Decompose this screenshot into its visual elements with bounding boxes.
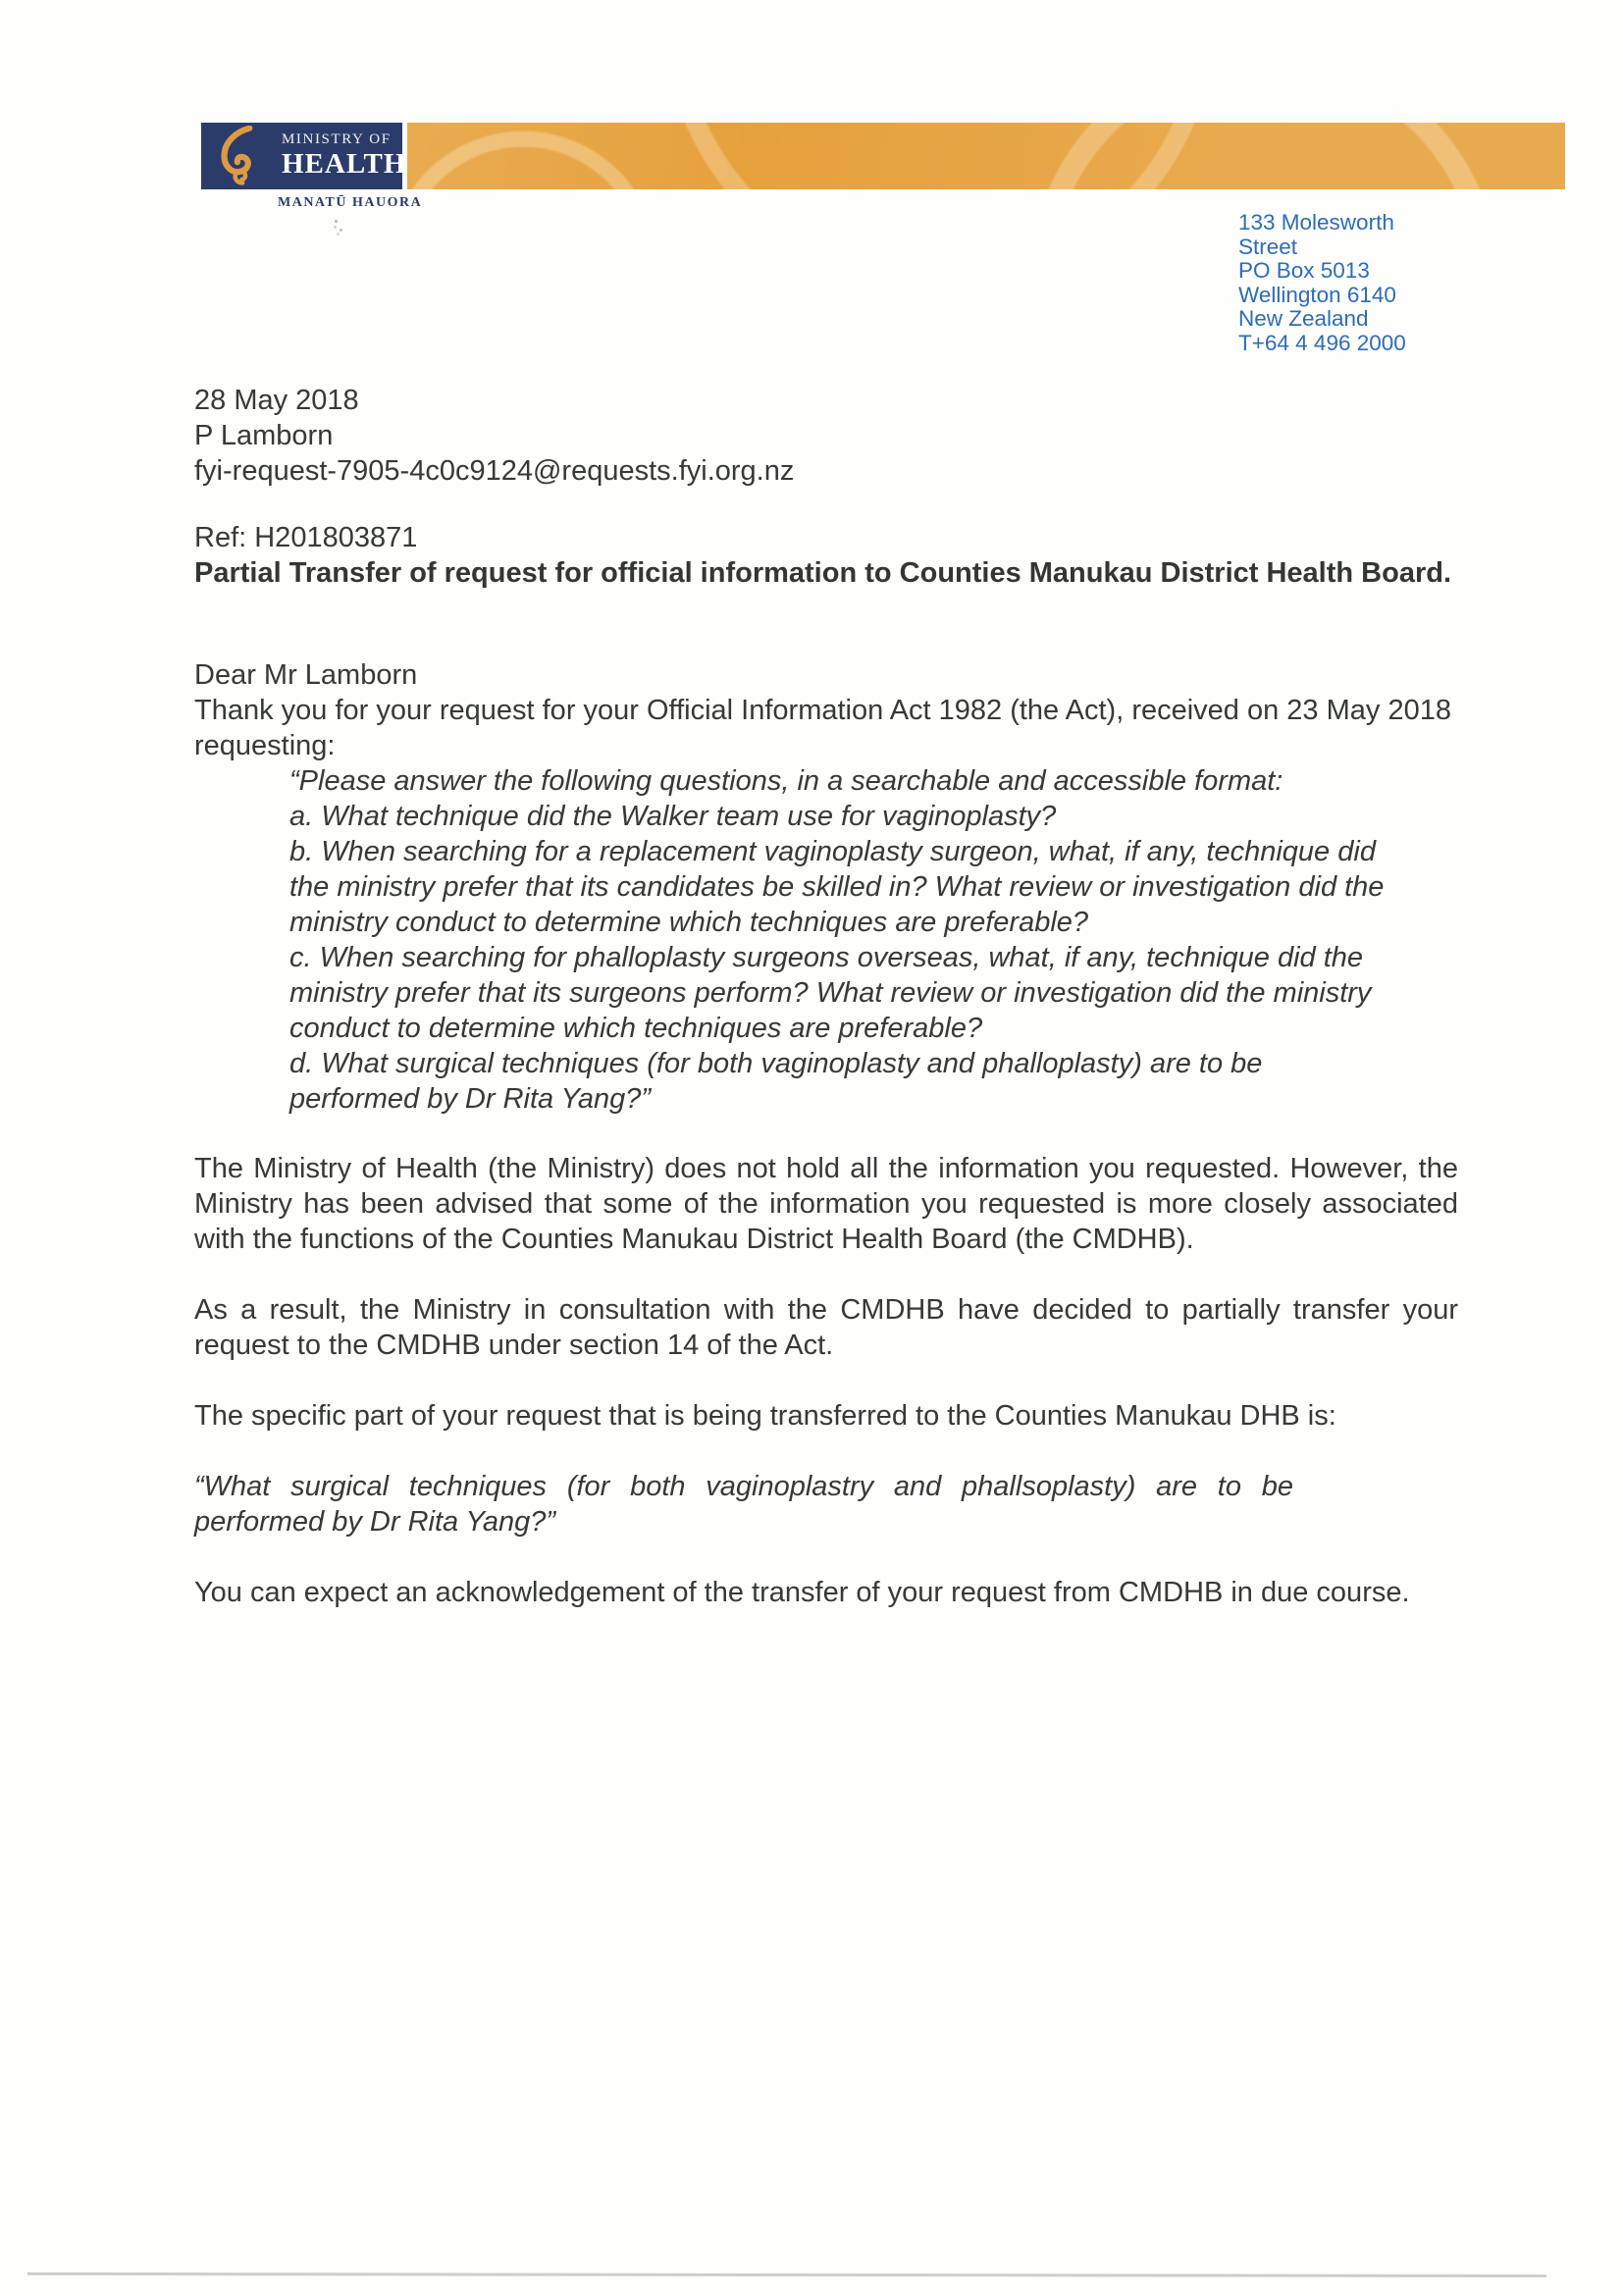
address-line: Street <box>1238 234 1298 259</box>
quote-item-b: b. When searching for a replacement vaginoplasty surgeon, what, if any, technique did the ministry prefer that its candidates be skilled in? What review or investigation did the ministry conduct to determine which techniques are preferable? <box>289 836 1385 938</box>
koru-icon <box>209 126 264 186</box>
body-paragraph-1: The Ministry of Health (the Ministry) does not hold all the information you requested. However, the Ministry has been advised that some of the information you requested is more closely associated with the functions of the Counties Manukau District Health Board (the CMDHB). <box>194 1153 1458 1255</box>
logo-title-line2: HEALTH <box>282 148 407 180</box>
recipient-block <box>194 418 1458 489</box>
address-line: 133 Molesworth <box>1238 210 1394 235</box>
address-line: New Zealand <box>1238 306 1369 332</box>
address-line: Wellington 6140 <box>1238 282 1396 307</box>
quoted-transfer-text: “What surgical techniques (for both vaginoplastry and phallsoplasty) are to be performed by Dr Rita Yang?” <box>194 1471 1293 1538</box>
quote-item-d: d. What surgical techniques (for both vaginoplasty and phalloplasty) are to be performed by Dr Rita Yang?” <box>289 1048 1263 1115</box>
quote-item-c: c. When searching for phalloplasty surgeons overseas, what, if any, technique did the ministry prefer that its surgeons perform? What review or investigation did the ministry conduct to determine which techniques are preferable? <box>289 942 1372 1044</box>
address-line: PO Box 5013 <box>1238 258 1370 284</box>
letter-body <box>194 383 1458 1610</box>
quote-intro-line: “Please answer the following questions, in a searchable and accessible format: <box>289 765 1283 797</box>
quoted-request-block <box>289 763 1388 1117</box>
recipient-email: fyi-request-7905-4c0c9124@requests.fyi.org.nz <box>194 455 795 487</box>
body-paragraph-2: As a result, the Ministry in consultation with the CMDHB have decided to partially transfer your request to the CMDHB under section 14 of the Act. <box>194 1294 1458 1361</box>
recipient-name: P Lamborn <box>194 420 334 451</box>
subject-line: Partial Transfer of request for official information to Counties Manukau District Health Board. <box>194 557 1452 589</box>
sender-address-block <box>1238 211 1406 356</box>
scan-artifact-speck <box>335 220 338 223</box>
logo-subtitle-maori: MANATŪ HAUORA <box>278 195 423 210</box>
salutation: Dear Mr Lamborn <box>194 659 418 691</box>
logo-title-line1: MINISTRY OF <box>282 131 392 147</box>
header-banner <box>407 123 1565 189</box>
logo-wordmark <box>282 130 406 180</box>
body-paragraph-3: The specific part of your request that is being transferred to the Counties Manukau DHB is: <box>194 1400 1336 1432</box>
address-phone: T+64 4 496 2000 <box>1238 330 1406 355</box>
reference-number: Ref: H201803871 <box>194 522 418 553</box>
body-paragraph-4: You can expect an acknowledgement of the transfer of your request from CMDHB in due course. <box>194 1577 1410 1608</box>
intro-paragraph: Thank you for your request for your Official Information Act 1982 (the Act), received on 23 May 2018 requesting: <box>194 695 1451 761</box>
letter-date: 28 May 2018 <box>194 385 359 416</box>
quote-item-a: a. What technique did the Walker team use for vaginoplasty? <box>289 801 1057 832</box>
scan-edge-line <box>27 2272 1546 2277</box>
ministry-of-health-logo <box>201 123 407 189</box>
